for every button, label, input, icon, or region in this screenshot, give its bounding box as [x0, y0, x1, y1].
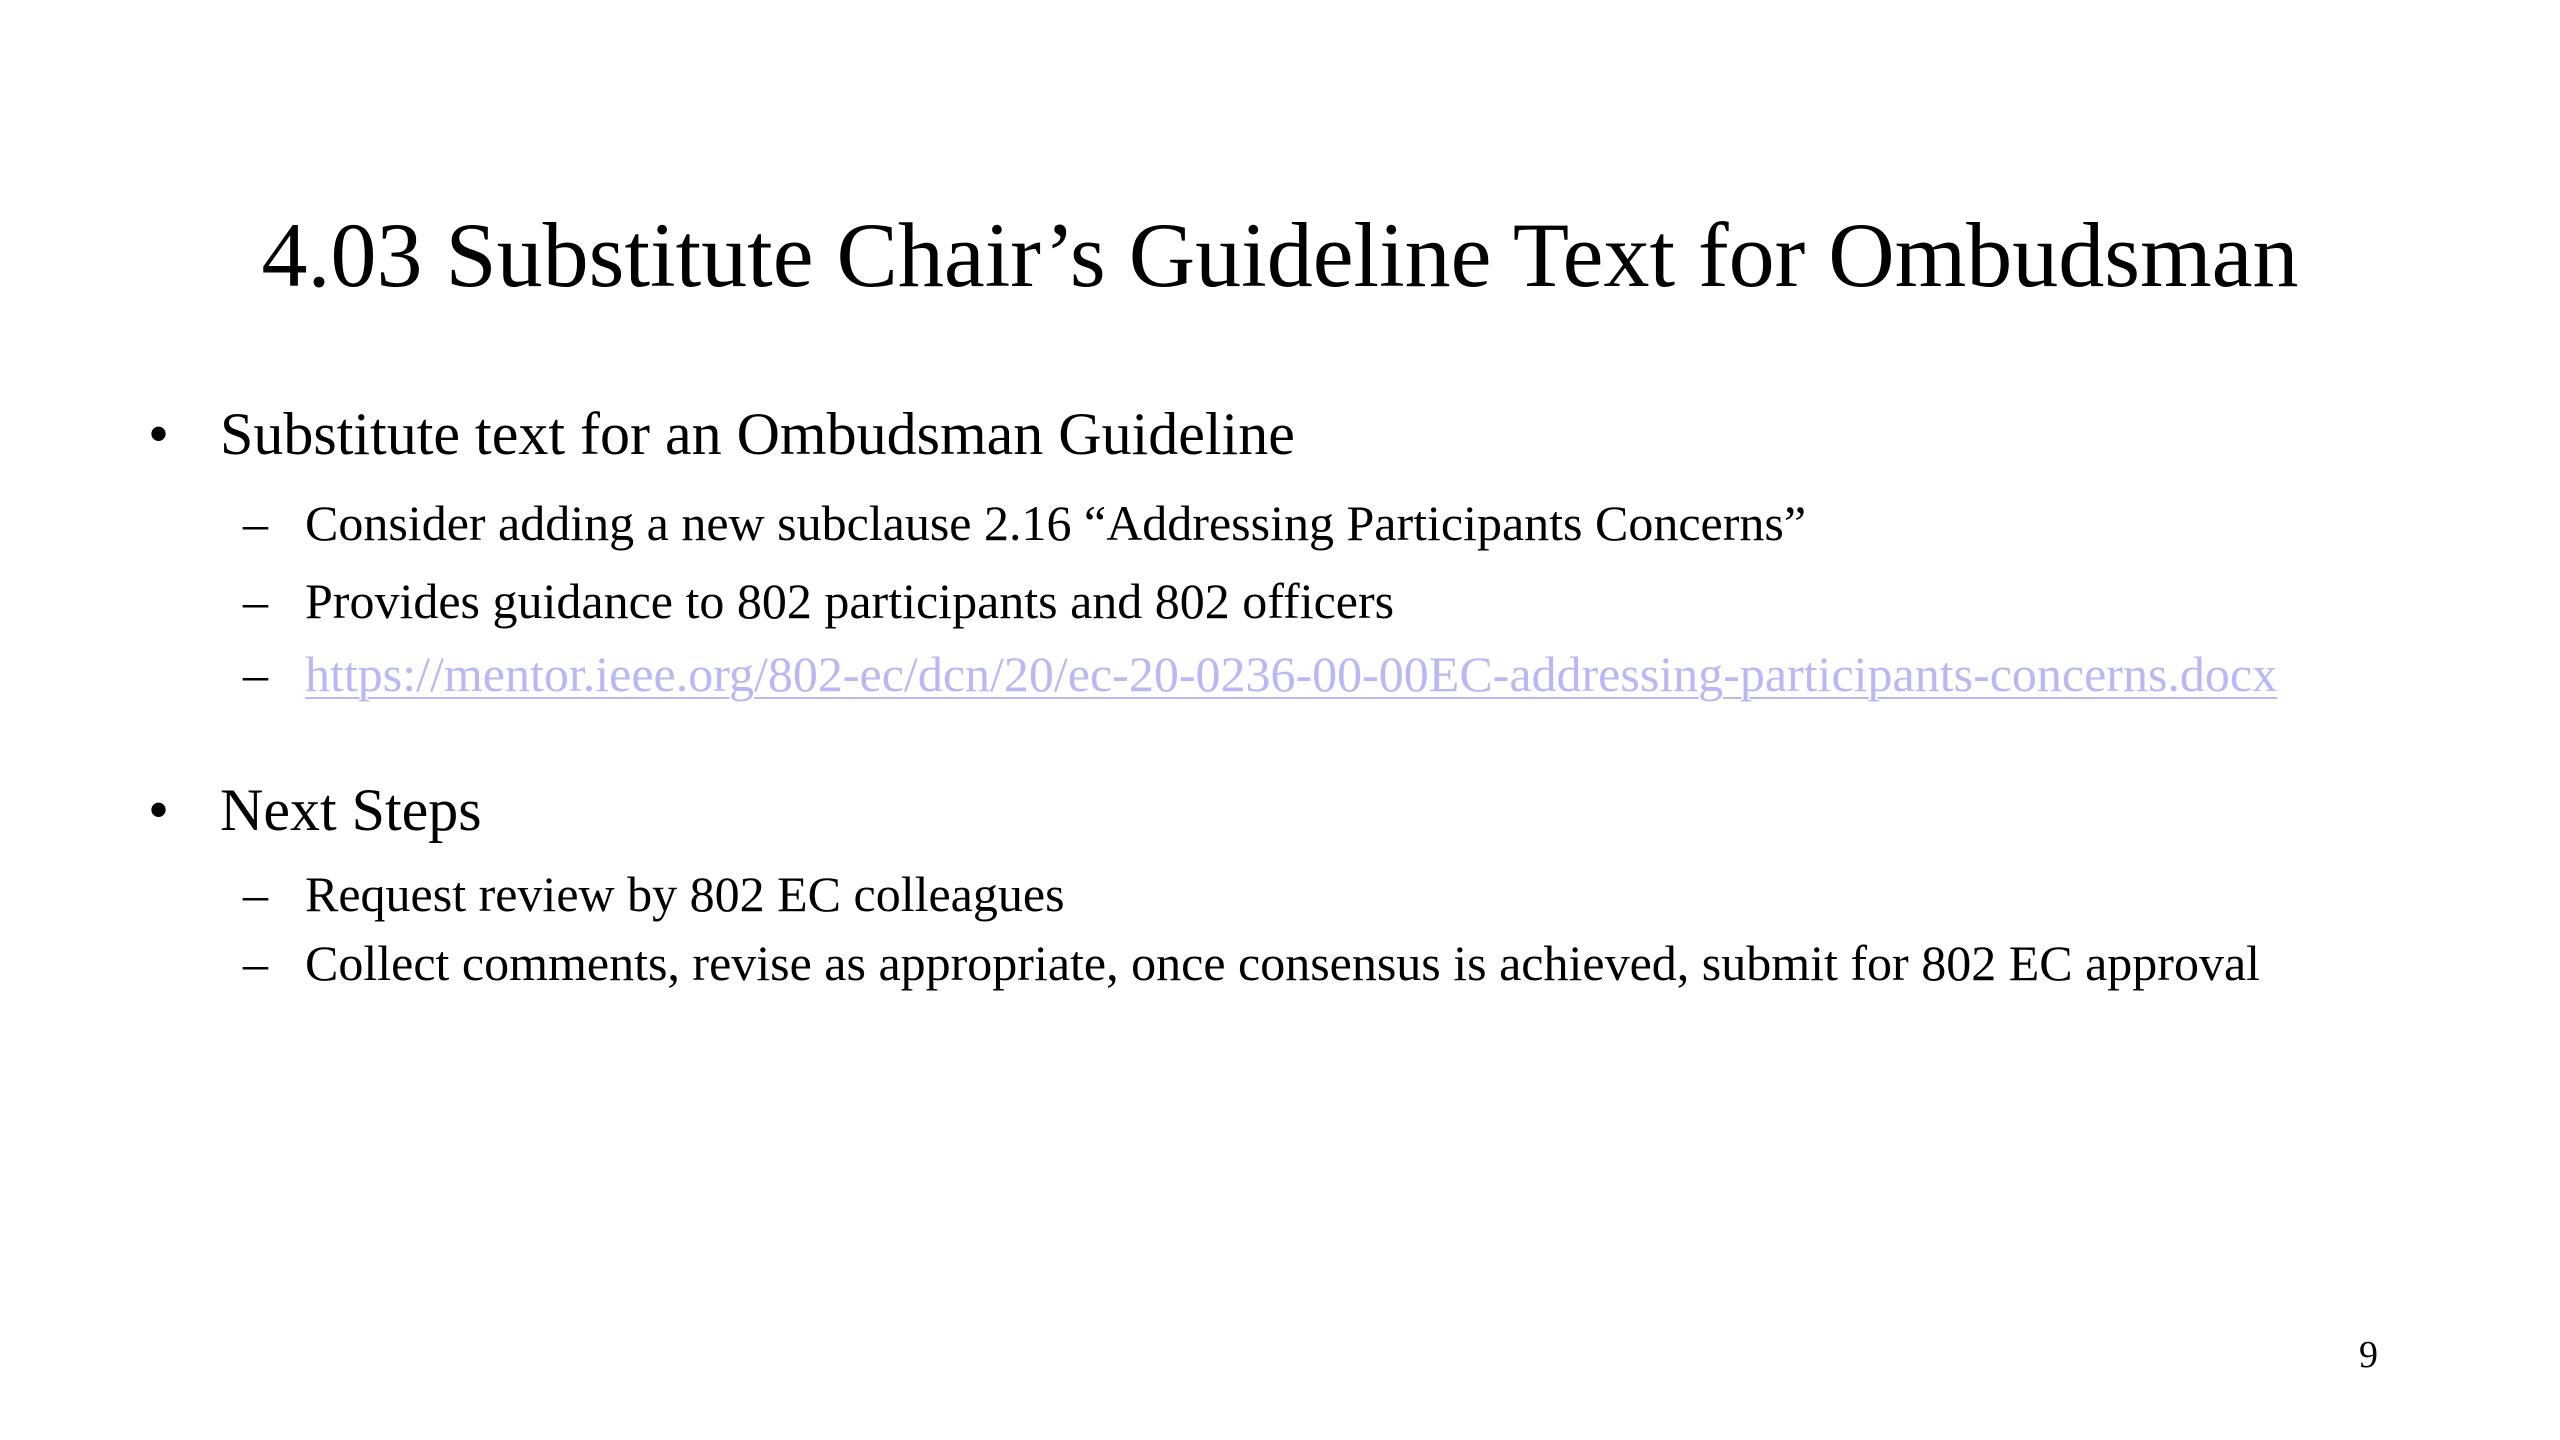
sub-item-document-link	[243, 645, 2277, 703]
sub-item-provides-guidance	[243, 572, 1394, 630]
sub-item-collect-comments	[243, 934, 2260, 992]
sub-item-consider-subclause	[243, 494, 1806, 552]
sub-item-request-review	[243, 865, 1065, 923]
dash-marker: –	[243, 646, 268, 702]
sub-item-text: Request review by 802 EC colleagues	[305, 866, 1065, 922]
dash-marker: –	[243, 573, 268, 629]
bullet-marker: •	[148, 401, 170, 467]
page-number: 9	[2359, 1334, 2378, 1376]
document-link[interactable]: https://mentor.ieee.org/802-ec/dcn/20/ec-20-0236-00-00EC-addressing-participants-concerns.docx	[305, 646, 2278, 702]
bullet-marker: •	[148, 777, 170, 843]
slide-title: 4.03 Substitute Chair’s Guideline Text for Ombudsman	[261, 204, 2299, 306]
bullet-substitute-text	[148, 400, 1295, 469]
dash-marker: –	[243, 495, 268, 551]
dash-marker: –	[243, 866, 268, 922]
bullet-next-steps	[148, 776, 482, 845]
sub-item-text: Consider adding a new subclause 2.16 “Addressing Participants Concerns”	[305, 495, 1807, 551]
bullet-text: Substitute text for an Ombudsman Guideline	[220, 401, 1295, 467]
sub-item-text: Provides guidance to 802 participants and 802 officers	[305, 573, 1395, 629]
sub-item-text: Collect comments, revise as appropriate, once consensus is achieved, submit for 802 EC approval	[305, 935, 2261, 991]
bullet-text: Next Steps	[220, 777, 482, 843]
dash-marker: –	[243, 935, 268, 991]
